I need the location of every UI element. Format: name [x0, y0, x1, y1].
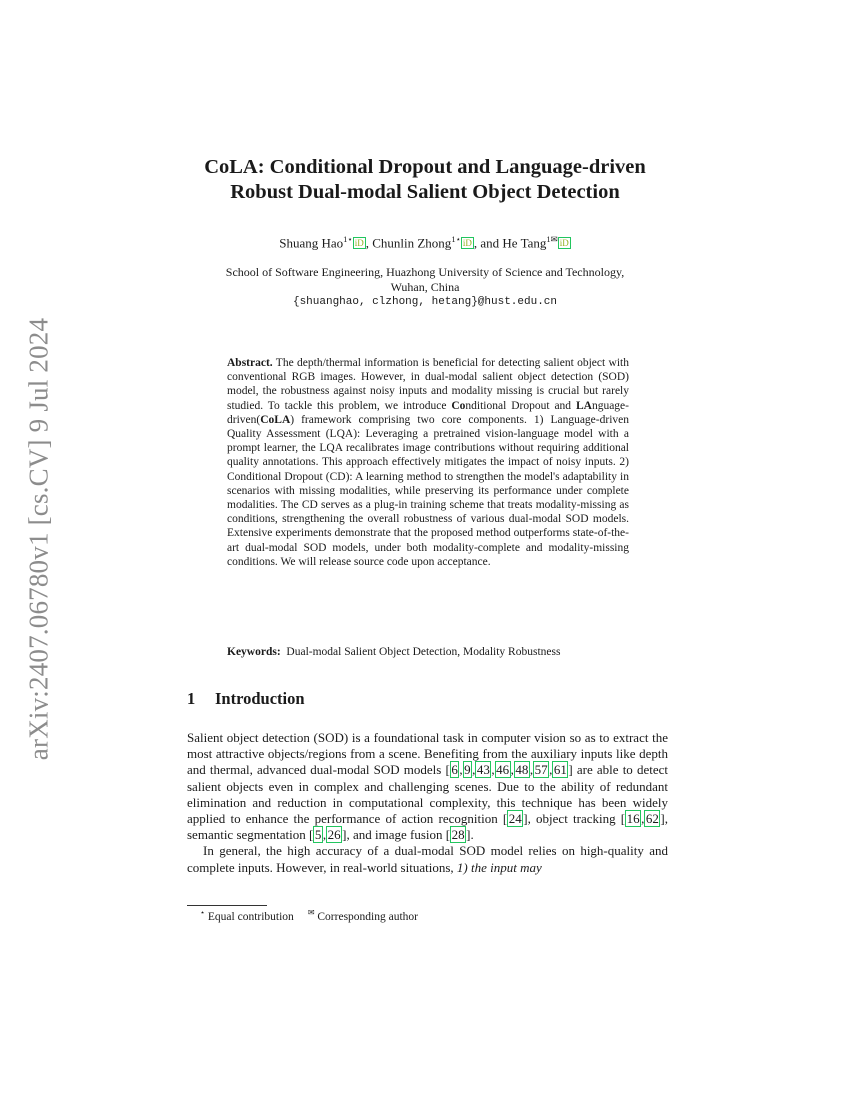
intro-paragraph-1: Salient object detection (SOD) is a foundational task in computer vision so as to extract the most attractive objects/regions from a scene. Benefiting from the auxiliary inputs like depth and thermal, advanced dual-modal SOD models [ 6 , 9 , 43 , 46 , 48 , 57 , 61 ] are able to detect salient objects even in complex and challenging scenes. Due to the ability of redundant elimination and reduction in computational complexity, this technique has been widely applied to enhance the performance of action recognition [ 24 ], object tracking [ 16 , 62 ], semantic segmentation [ 5 , 26 ], and image fusion [ 28 ]. [187, 730, 668, 843]
citation-link[interactable]: 26 [327, 827, 341, 843]
arxiv-identifier: arXiv:2407.06780v1 [cs.CV] 9 Jul 2024 [23, 317, 54, 761]
citation-link[interactable]: 16 [626, 811, 640, 827]
affiliation-line-2: Wuhan, China [390, 280, 460, 294]
body-text: In general, the high accuracy of a dual-modal SOD model relies on high-quality and complete inputs. However, in real-world situations, [187, 843, 668, 875]
abstract-paragraph [227, 356, 629, 569]
author-mark: 1⋆ [343, 234, 353, 244]
body-text: . [470, 827, 474, 843]
author-name: Shuang Hao [279, 235, 344, 251]
keywords-text: Dual-modal Salient Object Detection, Modality Robustness [286, 646, 561, 658]
abstract-label: Abstract. [227, 357, 273, 369]
abstract-text: nguage-driven( [227, 399, 629, 426]
body-text: , object tracking [527, 811, 621, 827]
arxiv-sidebar-stamp [16, 304, 62, 774]
author-mark: 1⋆ [451, 234, 461, 244]
abstract-bold: LA [575, 399, 592, 412]
orcid-icon[interactable]: iD [462, 238, 472, 249]
citation-link[interactable]: 43 [476, 762, 490, 778]
abstract-text: ) framework comprising two core components. 1) Language-driven Quality Assessment (LQA): Leveraging a pretrained vision-language model with a prompt learner, the LQA recalibrates image contributions without requiring additional quality annotations. This approach effectively mitigates the impact of noisy inputs. 2) Conditional Dropout (CD): A learning method to strengthen the model's adaptability in scenarios with missing modalities, while preserving its performance under complete modalities. The CD serves as a plug-in training scheme that treats modality-missing as conditions, strengthening the overall robustness of various dual-modal SOD models. Extensive experiments demonstrate that the proposed method outperforms state-of-the-art dual-modal SOD models, under both modality-complete and modality-missing conditions. We will release source code upon acceptance. [227, 413, 629, 568]
citation-link[interactable]: 6 [451, 762, 458, 778]
affiliation-line-1: School of Software Engineering, Huazhong University of Science and Technology, [225, 265, 625, 279]
abstract-bold: Co [451, 399, 466, 412]
author-list [150, 234, 700, 251]
citation-link[interactable]: 62 [645, 811, 659, 827]
section-number: 1 [187, 689, 196, 708]
citation-link[interactable]: 9 [464, 762, 471, 778]
author-email: {shuanghao, clzhong, hetang}@hust.edu.cn [292, 296, 558, 308]
title-line-1: CoLA: Conditional Dropout and Language-driven [204, 156, 646, 178]
footnote-mark: ⋆ [200, 908, 206, 917]
body-text: Salient object detection (SOD) is a foundational task in computer vision so as to extract the most attractive objects/regions from a scene. Benefiting from the auxiliary inputs like depth and thermal, advanced dual-modal SOD models [187, 730, 668, 778]
author-separator: , [365, 235, 373, 251]
citation-link[interactable]: 5 [314, 827, 322, 843]
affiliation-block [150, 265, 700, 310]
introduction-body [187, 730, 668, 876]
author-separator: , and [473, 235, 503, 251]
footnote-mark: ✉ [307, 908, 315, 917]
body-text: are able to detect salient objects even in complex and challenging scenes. Due to the ability of redundant elimination and reduction in computational complexity, this technique has been widely applied to enhance the performance of action recognition [187, 762, 668, 827]
orcid-icon[interactable]: iD [559, 238, 569, 249]
citation-link[interactable]: 28 [451, 827, 465, 843]
citation-link[interactable]: 57 [534, 762, 548, 778]
author-name: Chunlin Zhong [372, 235, 452, 251]
footnotes [200, 908, 418, 923]
intro-paragraph-2 [187, 843, 668, 875]
abstract-text: nditional Dropout and [465, 399, 576, 412]
body-text: , semantic segmentation [187, 811, 668, 843]
footnote-text: Equal contribution [207, 910, 294, 923]
orcid-icon[interactable]: iD [354, 238, 364, 249]
citation-link[interactable]: 48 [515, 762, 529, 778]
keywords-line [227, 646, 647, 658]
author-mark: 1✉ [546, 234, 558, 244]
author-name: He Tang [502, 235, 547, 251]
body-italic-text: 1) the input may [456, 859, 542, 875]
abstract-text: The depth/thermal information is beneficial for detecting salient object with conventional RGB images. However, in dual-modal salient object detection (SOD) model, the robustness against noisy inputs and modality missing is crucial but rarely studied. To tackle this problem, we introduce [227, 357, 629, 412]
citation-link[interactable]: 46 [496, 762, 510, 778]
citation-link[interactable]: 61 [553, 762, 567, 778]
section-heading-introduction [187, 689, 305, 709]
abstract-section [227, 356, 629, 569]
footnote-divider [187, 905, 267, 906]
section-title: Introduction [215, 689, 305, 708]
keywords-label: Keywords: [227, 646, 281, 658]
citation-link[interactable]: 24 [508, 811, 522, 827]
footnote-text: Corresponding author [317, 910, 418, 923]
paper-title [150, 155, 700, 205]
abstract-bold: CoLA [260, 413, 291, 426]
title-line-2: Robust Dual-modal Salient Object Detection [230, 181, 620, 203]
body-text: , and image fusion [346, 827, 446, 843]
